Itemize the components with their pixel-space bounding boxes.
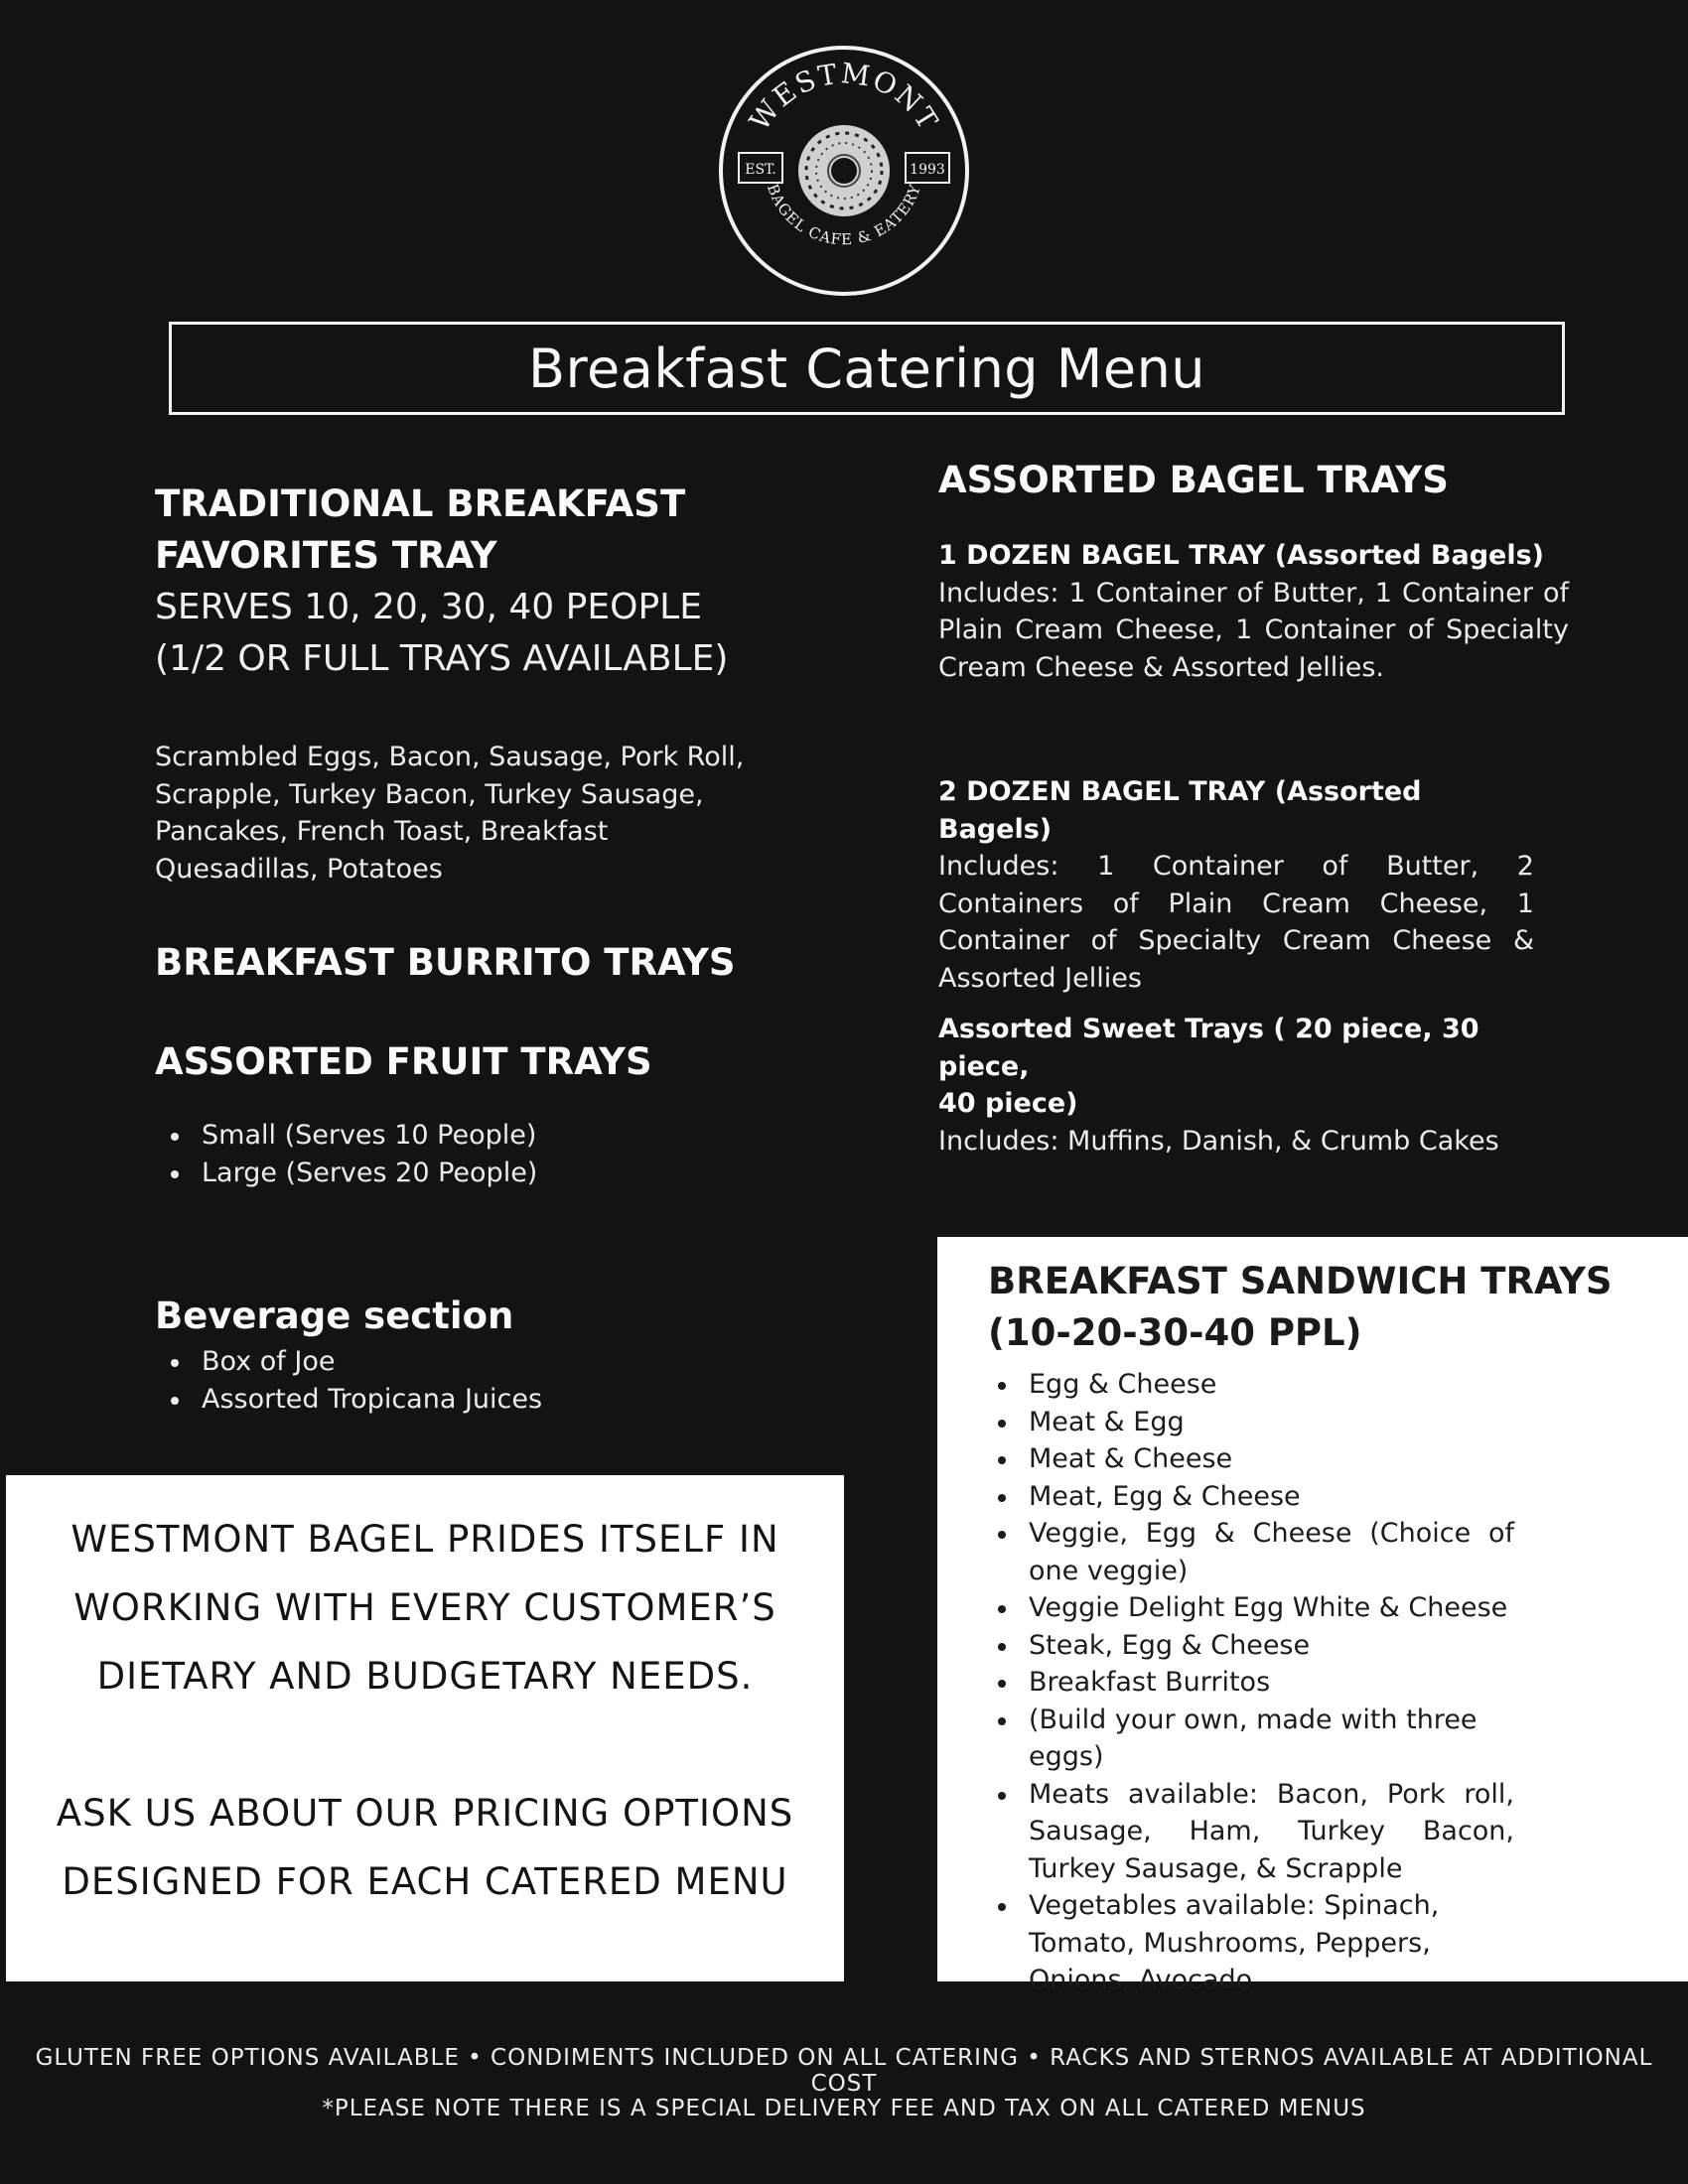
- list-item: (Build your own, made with three eggs): [982, 1702, 1514, 1776]
- sweet-title-line2: 40 piece): [938, 1088, 1078, 1119]
- list-item: Assorted Tropicana Juices: [155, 1381, 810, 1419]
- pride-notice-box: [6, 1475, 844, 1981]
- list-item: Steak, Egg & Cheese: [982, 1627, 1514, 1665]
- two-dozen-title: 2 DOZEN BAGEL TRAY (Assorted Bagels): [938, 776, 1422, 845]
- sandwich-trays-box: [937, 1237, 1688, 1995]
- footer-options: GLUTEN FREE OPTIONS AVAILABLE • CONDIMENTS INCLUDED ON ALL CATERING • RACKS AND STERNOS AVAILABLE AT ADDITIONAL COST: [35, 2045, 1653, 2097]
- fruit-list: [155, 1117, 810, 1191]
- sweet-trays: [938, 1011, 1554, 1160]
- pride-line4: ASK US ABOUT OUR PRICING OPTIONS: [56, 1792, 794, 1835]
- beverage-title: Beverage section: [155, 1295, 514, 1337]
- list-item: Meat, Egg & Cheese: [982, 1478, 1514, 1516]
- list-item: Small (Serves 10 People): [155, 1117, 810, 1155]
- list-item: Egg & Cheese: [982, 1366, 1514, 1404]
- list-item: Veggie Delight Egg White & Cheese: [982, 1589, 1514, 1627]
- list-item: Large (Serves 20 People): [155, 1155, 810, 1192]
- fruit-trays-title: ASSORTED FRUIT TRAYS: [155, 1040, 652, 1083]
- logo-year: 1993: [910, 162, 945, 178]
- traditional-serves: SERVES 10, 20, 30, 40 PEOPLE: [155, 587, 702, 627]
- pride-line3: DIETARY AND BUDGETARY NEEDS.: [96, 1655, 754, 1698]
- beverage-list: [155, 1343, 810, 1418]
- traditional-tray-section: [155, 478, 810, 685]
- sandwich-list: [982, 1366, 1514, 1999]
- sandwich-title-line1: BREAKFAST SANDWICH TRAYS: [988, 1260, 1613, 1302]
- two-dozen-tray: [938, 773, 1534, 997]
- menu-title: Breakfast Catering Menu: [527, 337, 1206, 400]
- logo-tagline: BAGEL CAFE & EATERY: [763, 181, 925, 249]
- list-item: Veggie, Egg & Cheese (Choice of one veggie): [982, 1515, 1514, 1589]
- bagel-trays-title: ASSORTED BAGEL TRAYS: [938, 459, 1449, 501]
- bagel-icon: [798, 125, 890, 216]
- pride-line2: WORKING WITH EVERY CUSTOMER’S: [73, 1586, 776, 1629]
- burrito-trays-title: BREAKFAST BURRITO TRAYS: [155, 941, 736, 984]
- traditional-availability: (1/2 OR FULL TRAYS AVAILABLE): [155, 638, 729, 679]
- two-dozen-desc: Includes: 1 Container of Butter, 2 Containers of Plain Cream Cheese, 1 Container of Specialty Cream Cheese & Assorted Jellies: [938, 851, 1534, 994]
- traditional-title-line2: FAVORITES TRAY: [155, 534, 497, 577]
- sweet-title-line1: Assorted Sweet Trays ( 20 piece, 30 piece,: [938, 1014, 1479, 1082]
- traditional-title-line1: TRADITIONAL BREAKFAST: [155, 482, 686, 525]
- sandwich-title-line2: (10-20-30-40 PPL): [988, 1311, 1362, 1354]
- one-dozen-title: 1 DOZEN BAGEL TRAY (Assorted Bagels): [938, 540, 1545, 571]
- list-item: Meat & Cheese: [982, 1440, 1514, 1478]
- pride-line5: DESIGNED FOR EACH CATERED MENU: [62, 1860, 788, 1903]
- logo-name: WESTMONT: [743, 56, 945, 137]
- pride-line1: WESTMONT BAGEL PRIDES ITSELF IN: [70, 1518, 779, 1561]
- traditional-items: Scrambled Eggs, Bacon, Sausage, Pork Roll, Scrapple, Turkey Bacon, Turkey Sausage, Pancakes, French Toast, Breakfast Quesadillas, Potatoes: [155, 742, 745, 885]
- list-item: Box of Joe: [155, 1343, 810, 1381]
- one-dozen-desc: Includes: 1 Container of Butter, 1 Container of Plain Cream Cheese, 1 Container of Specialty Cream Cheese & Assorted Jellies.: [938, 577, 1569, 683]
- list-item: Meat & Egg: [982, 1404, 1514, 1441]
- list-item: Vegetables available: Spinach, Tomato, Mushrooms, Peppers, Onions, Avocado: [982, 1887, 1514, 1999]
- one-dozen-tray: [938, 537, 1569, 686]
- westmont-logo: [717, 44, 971, 298]
- footer-delivery-note: *PLEASE NOTE THERE IS A SPECIAL DELIVERY FEE AND TAX ON ALL CATERED MENUS: [322, 2096, 1366, 2121]
- list-item: Breakfast Burritos: [982, 1664, 1514, 1702]
- logo-est: EST.: [745, 162, 776, 178]
- sweet-desc: Includes: Muffins, Danish, & Crumb Cakes: [938, 1125, 1499, 1157]
- list-item: Meats available: Bacon, Pork roll, Sausage, Ham, Turkey Bacon, Turkey Sausage, & Scrapple: [982, 1776, 1514, 1888]
- menu-title-box: [169, 322, 1565, 415]
